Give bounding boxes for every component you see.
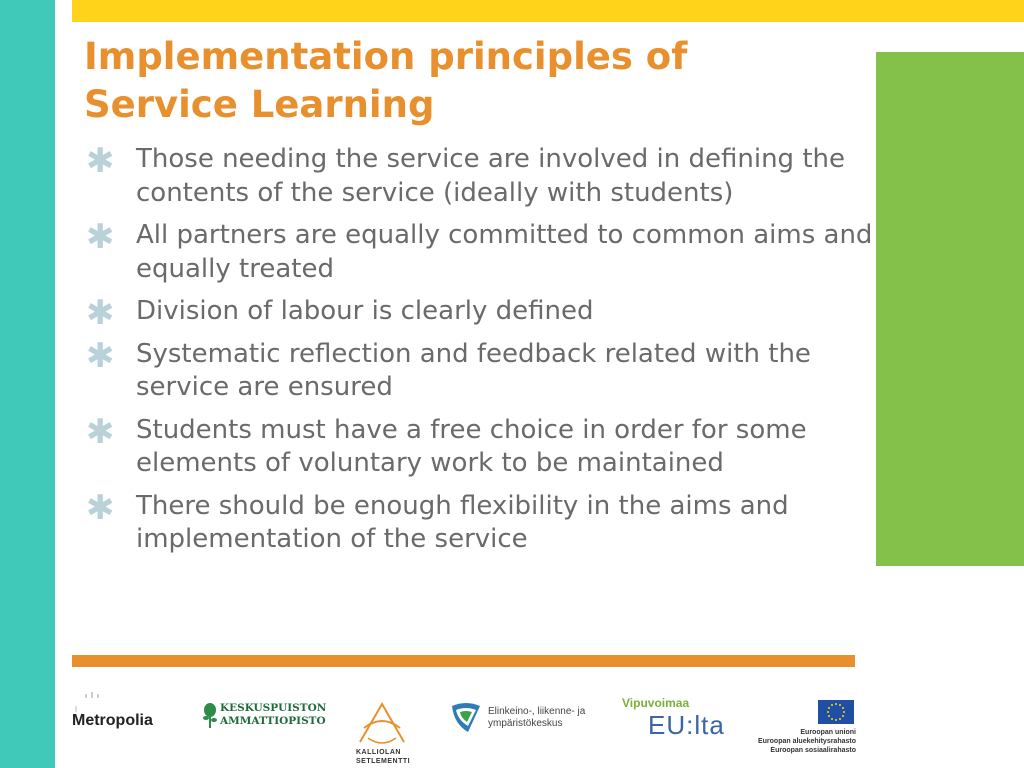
keskuspuisto-logo-text (220, 702, 326, 728)
bullet-item (86, 335, 876, 405)
bullet-item (86, 293, 876, 333)
ely-emblem-icon (448, 698, 484, 734)
eu-logo (756, 698, 876, 758)
bullet-list (86, 143, 876, 566)
bullet-item (86, 411, 876, 481)
right-green-block (876, 52, 1024, 566)
kalliola-logo-text (356, 748, 410, 766)
asterisk-icon: ✱ (86, 335, 115, 376)
metropolia-logo-text: Metropolia (72, 712, 153, 729)
slide-title (84, 33, 844, 129)
kalliola-logo (352, 698, 412, 768)
bullet-text: All partners are equally committed to common aims and equally treated (136, 220, 873, 284)
ely-line-1: Elinkeino-, liikenne- ja (488, 706, 586, 717)
metropolia-logo (72, 712, 153, 730)
eu-flag-icon (818, 700, 854, 724)
keskuspuisto-logo (202, 700, 327, 734)
asterisk-icon: ✱ (86, 217, 115, 257)
bullet-text: There should be enough flexibility in the aims and implementation of the service (136, 490, 789, 554)
tree-icon (202, 702, 218, 730)
bottom-orange-rule (72, 655, 855, 667)
eu-line-1: Euroopan unioni (800, 729, 856, 736)
slide-title-line-2: Service Learning (84, 83, 435, 126)
bullet-text: Division of labour is clearly defined (136, 296, 594, 326)
eu-line-3: Euroopan sosiaalirahasto (770, 747, 856, 754)
vipuvoimaa-logo (622, 696, 742, 746)
kalliola-line-2: SETLEMENTTI (356, 758, 411, 765)
left-teal-bar (0, 0, 55, 768)
bullet-text: Students must have a free choice in order for some elements of voluntary work to be maintained (136, 414, 807, 478)
ely-line-2: ympäristökeskus (488, 718, 563, 729)
slide-title-line-1: Implementation principles of (84, 35, 688, 78)
asterisk-icon: ✱ (86, 411, 115, 452)
asterisk-icon: ✱ (86, 293, 115, 333)
eu-line-2: Euroopan aluekehitysrahasto (757, 738, 856, 745)
bullet-item (86, 143, 876, 210)
bullet-text: Systematic reflection and feedback related with the service are ensured (136, 338, 811, 402)
ely-centre-logo (448, 698, 598, 738)
kalliola-line-1: KALLIOLAN (356, 749, 401, 756)
bullet-text: Those needing the service are involved in defining the contents of the service (ideally with students) (136, 144, 845, 208)
eu-logo-text (756, 728, 856, 755)
top-yellow-bar (72, 0, 1024, 22)
partner-logos (72, 690, 872, 768)
bullet-item (86, 219, 876, 286)
bullet-item (86, 487, 876, 557)
keskuspuisto-line-2: AMMATTIOPISTO (220, 715, 326, 727)
asterisk-icon: ✱ (86, 141, 115, 181)
vipuvoimaa-line-2: EU:lta (648, 710, 725, 740)
vipuvoimaa-line-1: Vipuvoimaa (622, 696, 690, 710)
metropolia-mark-icon (72, 692, 112, 712)
kalliola-emblem-icon (352, 698, 412, 748)
ely-logo-text (488, 706, 585, 730)
keskuspuisto-line-1: KESKUSPUISTON (220, 702, 327, 714)
asterisk-icon: ✱ (86, 487, 115, 528)
